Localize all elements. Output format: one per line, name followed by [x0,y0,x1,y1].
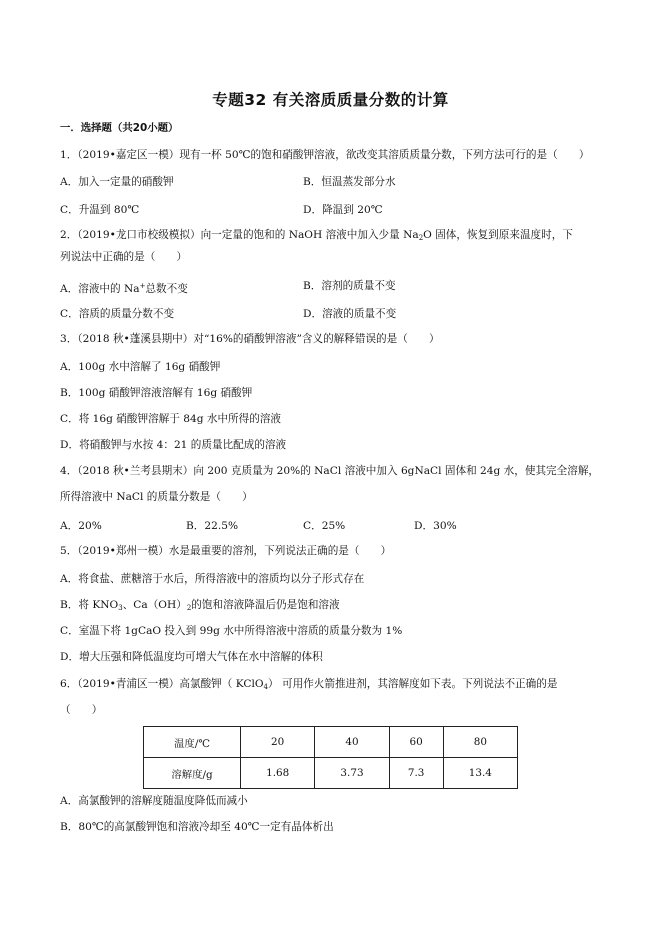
q5-option-b-subscript: 2 [186,604,192,612]
table-header-cell: 温度/℃ [144,727,241,758]
q2-stem-part: O 固体，恢复到原来温度时，下 [423,229,573,241]
q2-option-a [60,279,188,296]
q2-stem-subscript: 2 [418,234,424,242]
q2-stem-line2: 列说法中正确的是（ ） [60,251,188,263]
q1-option-b: B．恒温蒸发部分水 [303,176,396,188]
page-title: 专题32 有关溶质质量分数的计算 [212,91,449,109]
q6-stem-part: ） 可用作火箭推进剂，其溶解度如下表。下列说法不正确的是 [268,678,558,690]
table-cell: 13.4 [443,758,517,789]
q5-option-b-text: 的饱和溶液降温后仍是饱和溶液 [191,599,340,611]
q2-stem-line1 [60,228,573,245]
q3-stem: 3．（2018 秋•蓬溪县期中）对“16%的硝酸钾溶液”含义的解释错误的是（ ） [60,333,440,345]
table-header-cell: 溶解度/g [144,758,241,789]
table-cell: 40 [315,727,389,758]
section-heading: 一．选择题（共20小题） [60,122,179,134]
table-row [144,727,518,758]
q6-stem-part: 6．（2019•青浦区一模）高氯酸钾（ KClO [60,678,264,690]
q5-stem: 5．（2019•郑州一模）水是最重要的溶剂，下列说法正确的是（ ） [60,545,392,557]
q3-option-d: D．将硝酸钾与水按 4：21 的质量比配成的溶液 [60,439,287,451]
q6-stem-subscript: 4 [263,683,269,691]
q5-option-b [60,598,340,615]
q2-option-a-text: 总数不变 [145,283,188,295]
table-cell: 80 [443,727,517,758]
table-row [144,758,518,789]
q4-stem-line2: 所得溶液中 NaCl 的质量分数是（ ） [60,491,253,503]
q3-option-b: B．100g 硝酸钾溶液溶解有 16g 硝酸钾 [60,387,253,399]
q3-option-a: A．100g 水中溶解了 16g 硝酸钾 [60,361,221,373]
q6-stem-line1 [60,677,557,694]
solubility-table [143,726,518,789]
q1-option-a: A．加入一定量的硝酸钾 [60,176,174,188]
q1-option-c: C．升温到 80℃ [60,204,140,216]
q5-option-b-text: 、Ca（OH） [122,599,187,611]
q2-option-a-superscript: + [139,282,146,290]
q1-option-d: D．降温到 20℃ [303,204,383,216]
table-cell: 1.68 [241,758,315,789]
q4-option-a: A．20% [60,520,102,532]
q2-option-a-text: A．溶液中的 Na [60,283,140,295]
table-cell: 20 [241,727,315,758]
q2-stem-part: 2．（2019•龙口市校级模拟）向一定量的饱和的 NaOH 溶液中加入少量 Na [60,229,419,241]
q3-option-c: C．将 16g 硝酸钾溶解于 84g 水中所得的溶液 [60,413,282,425]
q6-option-a: A．高氯酸钾的溶解度随温度降低而减小 [60,795,248,807]
table-cell: 7.3 [389,758,443,789]
q6-stem-line2: （ ） [60,704,103,716]
q2-option-c: C．溶质的质量分数不变 [60,308,175,320]
q5-option-b-subscript: 3 [118,604,123,612]
table-cell: 3.73 [315,758,389,789]
q4-stem-line1: 4．（2018 秋•兰考县期末）向 200 克质量为 20%的 NaCl 溶液中加入 6gNaCl 固体和 24g 水，使其完全溶解， [60,465,600,477]
q5-option-b-text: B．将 KNO [60,599,119,611]
q6-option-b: B．80℃的高氯酸钾饱和溶液冷却至 40℃一定有晶体析出 [60,821,334,833]
q5-option-a: A．将食盐、蔗糖溶于水后，所得溶液中的溶质均以分子形式存在 [60,573,365,585]
q4-option-d: D．30% [414,520,457,532]
q5-option-c: C．室温下将 1gCaO 投入到 99g 水中所得溶液中溶质的质量分数为 1% [60,625,403,637]
q1-stem: 1．（2019•嘉定区一模）现有一杯 50℃的饱和硝酸钾溶液，欲改变其溶质质量分数，下列方法可行的是（ ） [60,149,590,161]
q5-option-d: D．增大压强和降低温度均可增大气体在水中溶解的体积 [60,651,323,663]
q4-option-c: C．25% [303,520,346,532]
q2-option-d: D．溶液的质量不变 [303,308,397,320]
table-cell: 60 [389,727,443,758]
q4-option-b: B．22.5% [186,520,239,532]
q2-option-b: B．溶剂的质量不变 [303,280,396,292]
